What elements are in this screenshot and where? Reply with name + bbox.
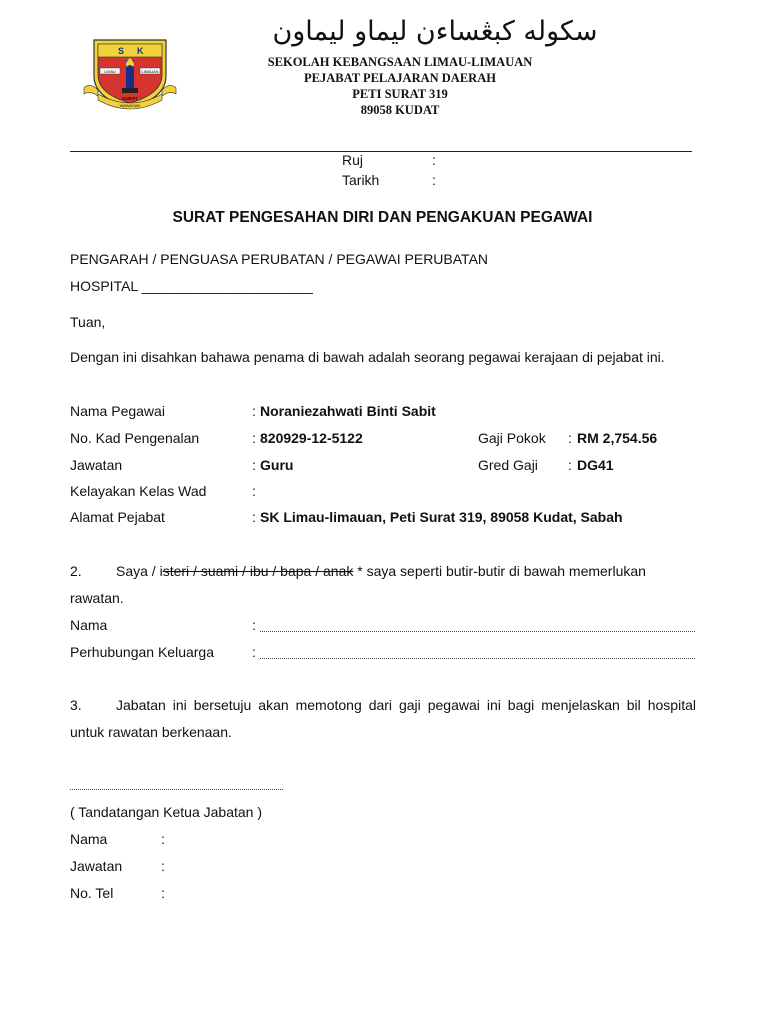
crest-bottom-text: KUDAT xyxy=(122,96,138,101)
employee-name-colon: : xyxy=(252,403,256,419)
relationship-blank xyxy=(260,658,695,659)
relationship-label: Perhubungan Keluarga xyxy=(70,644,215,660)
grade-colon: : xyxy=(568,457,572,473)
office-name: PEJABAT PELAJARAN DAERAH xyxy=(304,71,496,85)
office-address-label: Alamat Pejabat xyxy=(70,509,165,525)
school-name: SEKOLAH KEBANGSAAN LIMAU-LIMAUAN xyxy=(267,55,533,69)
signatory-name-colon: : xyxy=(161,831,165,847)
crest-letter-k: K xyxy=(137,46,144,56)
signature-caption: ( Tandatangan Ketua Jabatan ) xyxy=(70,804,263,820)
grade-value: DG41 xyxy=(577,457,614,473)
tarikh-label: Tarikh xyxy=(342,172,380,188)
section-2-text-line-2: rawatan. xyxy=(70,590,124,606)
letter-title: SURAT PENGESAHAN DIRI DAN PENGAKUAN PEGAWAI xyxy=(172,209,593,226)
ward-class-colon: : xyxy=(252,483,256,499)
ic-number-value: 820929-12-5122 xyxy=(260,430,363,446)
ruj-colon: : xyxy=(432,152,436,168)
ic-number-label: No. Kad Pengenalan xyxy=(70,430,200,446)
position-colon: : xyxy=(252,457,256,473)
grade-label: Gred Gaji xyxy=(478,457,538,473)
salary-label: Gaji Pokok xyxy=(478,430,546,446)
header-divider xyxy=(70,151,692,152)
addressee-line-2: HOSPITAL ______________________ xyxy=(70,278,313,294)
ruj-label: Ruj xyxy=(342,152,364,168)
crest-letter-s: S xyxy=(118,46,125,56)
addressee-line-1: PENGARAH / PENGUASA PERUBATAN / PEGAWAI PERUBATAN xyxy=(70,251,489,267)
confirmation-paragraph: Dengan ini disahkan bahawa penama di bawah adalah seorang pegawai kerajaan di pejabat ini. xyxy=(70,349,665,365)
signatory-tel-label: No. Tel xyxy=(70,885,114,901)
signature-line xyxy=(70,789,283,790)
school-name-jawi: سکوله کبڠساءن ليماو ليماون xyxy=(272,16,598,47)
crest-left-text: LIMAU xyxy=(104,70,116,74)
office-address-colon: : xyxy=(252,509,256,525)
office-address-value: SK Limau-limauan, Peti Surat 319, 89058 Kudat, Sabah xyxy=(260,509,623,525)
signatory-tel-colon: : xyxy=(161,885,165,901)
signatory-name-label: Nama xyxy=(70,831,108,847)
patient-name-label: Nama xyxy=(70,617,108,633)
section-3-text: Jabatan ini bersetuju akan memotong dari gaji pegawai ini bagi menjelaskan bil hospital untuk rawatan berkenaan. xyxy=(70,697,696,740)
crest-motto-text: WAWASAN xyxy=(119,103,141,108)
signatory-position-label: Jawatan xyxy=(70,858,123,874)
section-2-number: 2. xyxy=(70,563,82,579)
patient-name-blank xyxy=(260,631,695,632)
employee-name-label: Nama Pegawai xyxy=(70,403,165,419)
patient-name-colon: : xyxy=(252,617,256,633)
position-value: Guru xyxy=(260,457,294,473)
section-2-text-start: Saya / i xyxy=(116,563,163,579)
salary-value: RM 2,754.56 xyxy=(577,430,658,446)
tarikh-colon: : xyxy=(432,172,436,188)
po-box: PETI SURAT 319 xyxy=(352,87,448,101)
school-crest-logo xyxy=(80,32,180,112)
section-2-text-end: * saya seperti butir-butir di bawah memerlukan xyxy=(353,563,646,579)
ic-number-colon: : xyxy=(252,430,256,446)
postcode-city: 89058 KUDAT xyxy=(360,103,440,117)
salary-colon: : xyxy=(568,430,572,446)
section-2-struck-options: steri / suami / ibu / bapa / anak xyxy=(162,563,354,579)
signatory-position-colon: : xyxy=(161,858,165,874)
section-3-number: 3. xyxy=(70,697,82,713)
position-label: Jawatan xyxy=(70,457,123,473)
crest-right-text: LIMAUAN xyxy=(141,70,159,74)
section-2-text xyxy=(116,563,646,579)
salutation: Tuan, xyxy=(70,314,106,330)
employee-name-value: Noraniezahwati Binti Sabit xyxy=(260,403,436,419)
relationship-colon: : xyxy=(252,644,256,660)
ward-class-label: Kelayakan Kelas Wad xyxy=(70,483,207,499)
